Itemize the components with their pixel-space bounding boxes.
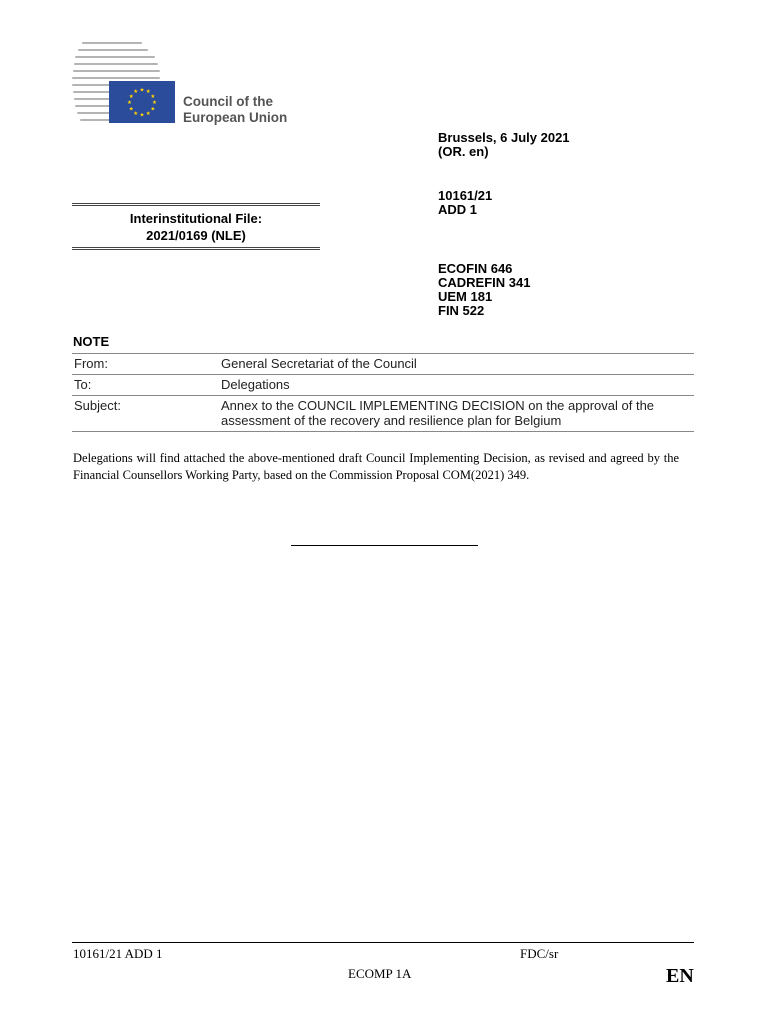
row-label: Subject:: [72, 396, 219, 432]
row-label: From:: [72, 354, 219, 375]
flag-star-icon: ★: [145, 110, 151, 117]
note-table: [72, 353, 694, 432]
flag-star-icon: ★: [133, 110, 139, 117]
footer-reference: 10161/21 ADD 1: [73, 946, 163, 961]
footer-language: EN: [666, 965, 694, 987]
original-language: (OR. en): [438, 144, 489, 159]
flag-star-icon: ★: [127, 100, 132, 106]
interinstitutional-label: Interinstitutional File:: [129, 211, 263, 226]
document-number: 10161/21: [438, 188, 493, 203]
council-logo: [72, 40, 187, 128]
row-label: To:: [72, 375, 219, 396]
flag-star-icon: ★: [133, 89, 139, 96]
classification-codes: [438, 262, 530, 318]
code-item: ECOFIN 646: [438, 261, 513, 276]
document-date: Brussels, 6 July 2021: [438, 130, 570, 145]
note-title: NOTE: [73, 334, 110, 349]
row-value: Annex to the COUNCIL IMPLEMENTING DECISION on the approval of the assessment of the recovery and resilience plan for Belgium: [219, 396, 694, 432]
code-item: CADREFIN 341: [438, 275, 531, 290]
footer-initials: FDC/sr: [520, 946, 559, 961]
code-item: UEM 181: [438, 289, 493, 304]
org-line-1: Council of the: [183, 94, 273, 109]
flag-star-icon: ★: [128, 106, 134, 113]
body-paragraph: Delegations will find attached the above-mentioned draft Council Implementing Decision, as revised and agreed by the Financial Counsellors Working Party, based on the Commission Proposal COM(2021) 349.: [73, 451, 679, 482]
row-value: General Secretariat of the Council: [219, 354, 694, 375]
flag-star-icon: ★: [139, 87, 145, 94]
eu-flag-icon: [109, 81, 175, 123]
organisation-name: [183, 94, 287, 126]
flag-star-icon: ★: [128, 93, 134, 100]
footer-rule: [72, 942, 694, 943]
note-row-subject: [72, 396, 694, 432]
flag-star-icon: ★: [145, 89, 151, 96]
row-value: Delegations: [219, 375, 694, 396]
interinstitutional-file-box: [72, 203, 320, 250]
note-row-from: [72, 354, 694, 375]
flag-star-icon: ★: [139, 112, 145, 119]
flag-star-icon: ★: [150, 106, 156, 113]
code-item: FIN 522: [438, 303, 485, 318]
interinstitutional-number: 2021/0169 (NLE): [146, 228, 246, 243]
separator-line: [291, 545, 478, 546]
footer-department: ECOMP 1A: [348, 966, 412, 981]
document-number-block: [438, 189, 492, 217]
org-line-2: European Union: [183, 110, 288, 125]
flag-star-icon: ★: [152, 100, 157, 106]
flag-star-icon: ★: [150, 93, 156, 100]
addendum-number: ADD 1: [438, 202, 478, 217]
note-row-to: [72, 375, 694, 396]
date-block: [438, 131, 570, 159]
